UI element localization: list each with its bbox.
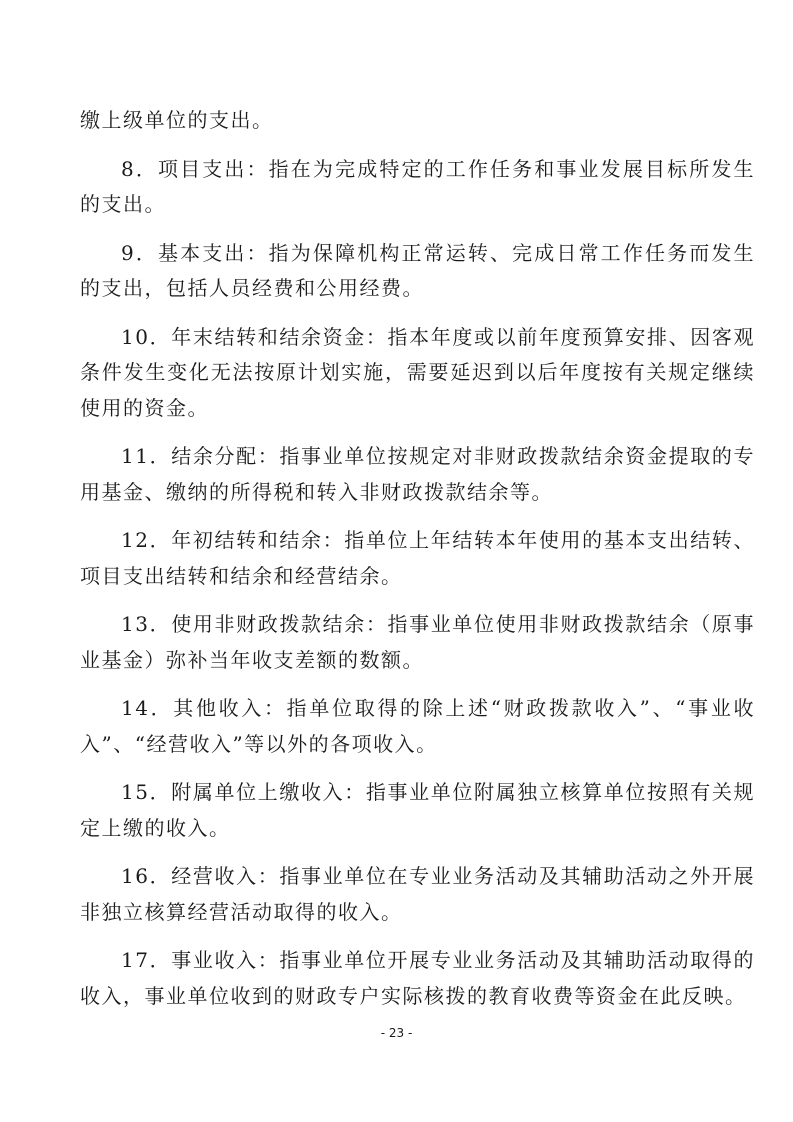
page-number: - 23 -	[380, 1026, 413, 1040]
paragraph-item-16: 16．经营收入：指事业单位在专业业务活动及其辅助活动之外开展非独立核算经营活动取得的收入。	[80, 864, 755, 924]
paragraph-item-15: 15．附属单位上缴收入：指事业单位附属独立核算单位按照有关规定上缴的收入。	[80, 780, 755, 840]
paragraph-item-17: 17．事业收入：指事业单位开展专业业务活动及其辅助活动取得的收入，事业单位收到的财政专户实际核拨的教育收费等资金在此反映。	[80, 948, 755, 1008]
paragraph-item-13: 13．使用非财政拨款结余：指事业单位使用非财政拨款结余（原事业基金）弥补当年收支差额的数额。	[80, 612, 755, 672]
paragraph-continuation: 缴上级单位的支出。	[80, 108, 274, 132]
paragraph-item-14: 14．其他收入：指单位取得的除上述“财政拨款收入”、“事业收入”、“经营收入”等以外的各项收入。	[80, 696, 755, 756]
paragraph-item-10: 10．年末结转和结余资金：指本年度或以前年度预算安排、因客观条件发生变化无法按原计划实施，需要延迟到以后年度按有关规定继续使用的资金。	[80, 324, 755, 420]
page-body	[80, 103, 755, 1014]
paragraph-item-11: 11．结余分配：指事业单位按规定对非财政拨款结余资金提取的专用基金、缴纳的所得税和转入非财政拨款结余等。	[80, 444, 755, 504]
paragraph-item-8: 8．项目支出：指在为完成特定的工作任务和事业发展目标所发生的支出。	[80, 156, 755, 216]
paragraph-item-9: 9．基本支出：指为保障机构正常运转、完成日常工作任务而发生的支出，包括人员经费和公用经费。	[80, 240, 755, 300]
paragraph-item-12: 12．年初结转和结余：指单位上年结转本年使用的基本支出结转、项目支出结转和结余和经营结余。	[80, 528, 755, 588]
